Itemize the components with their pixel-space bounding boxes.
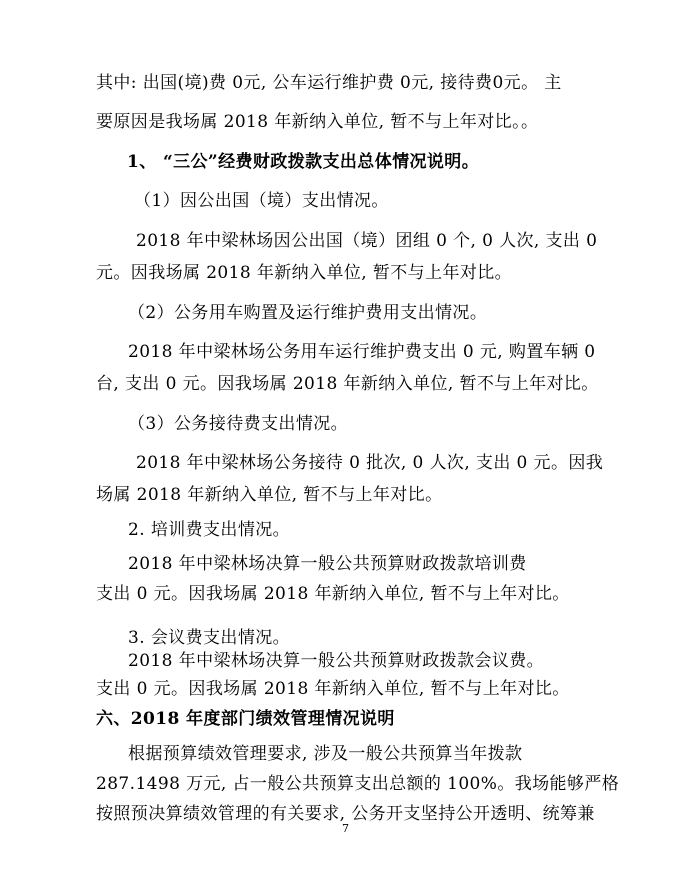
subsection-heading: （1）因公出国（境）支出情况。 — [134, 191, 389, 211]
text-line: 支出 0 元。因我场属 2018 年新纳入单位, 暂不与上年对比。 — [96, 584, 570, 604]
text-line: 要原因是我场属 2018 年新纳入单位, 暂不与上年对比。。 — [96, 112, 539, 132]
item-heading: 3. 会议费支出情况。 — [128, 628, 291, 648]
text-line: 2018 年中梁林场公务接待 0 批次, 0 人次, 支出 0 元。因我 — [136, 453, 604, 473]
text-line: 其中: 出国(境)费 0元, 公车运行维护费 0元, 接待费0元。 主 — [96, 73, 562, 93]
section-heading: 1、 “三公”经费财政拨款支出总体情况说明。 — [127, 152, 480, 172]
text-line: 2018 年中梁林场因公出国（境）团组 0 个, 0 人次, 支出 0 — [136, 231, 598, 251]
section-heading: 六、2018 年度部门绩效管理情况说明 — [96, 709, 395, 729]
text-line: 2018 年中梁林场公务用车运行维护费支出 0 元, 购置车辆 0 — [128, 342, 596, 362]
subsection-heading: （2）公务用车购置及运行维护费用支出情况。 — [128, 303, 488, 323]
page-number: 7 — [342, 822, 349, 835]
text-line: 2018 年中梁林场决算一般公共预算财政拨款会议费。 — [128, 651, 545, 671]
text-line: 根据预算绩效管理要求, 涉及一般公共预算当年拨款 — [128, 744, 523, 764]
text-line: 场属 2018 年新纳入单位, 暂不与上年对比。 — [96, 485, 443, 505]
text-line: 287.1498 万元, 占一般公共预算支出总额的 100%。我场能够严格 — [96, 774, 620, 794]
text-line: 2018 年中梁林场决算一般公共预算财政拨款培训费 — [128, 554, 527, 574]
text-line: 按照预决算绩效管理的有关要求, 公务开支坚持公开透明、统筹兼 — [96, 804, 595, 824]
text-line: 元。因我场属 2018 年新纳入单位, 暂不与上年对比。 — [96, 263, 513, 283]
item-heading: 2. 培训费支出情况。 — [128, 520, 291, 540]
text-line: 支出 0 元。因我场属 2018 年新纳入单位, 暂不与上年对比。 — [96, 679, 570, 699]
subsection-heading: （3）公务接待费支出情况。 — [128, 414, 349, 434]
text-line: 台, 支出 0 元。因我场属 2018 年新纳入单位, 暂不与上年对比。 — [96, 374, 599, 394]
